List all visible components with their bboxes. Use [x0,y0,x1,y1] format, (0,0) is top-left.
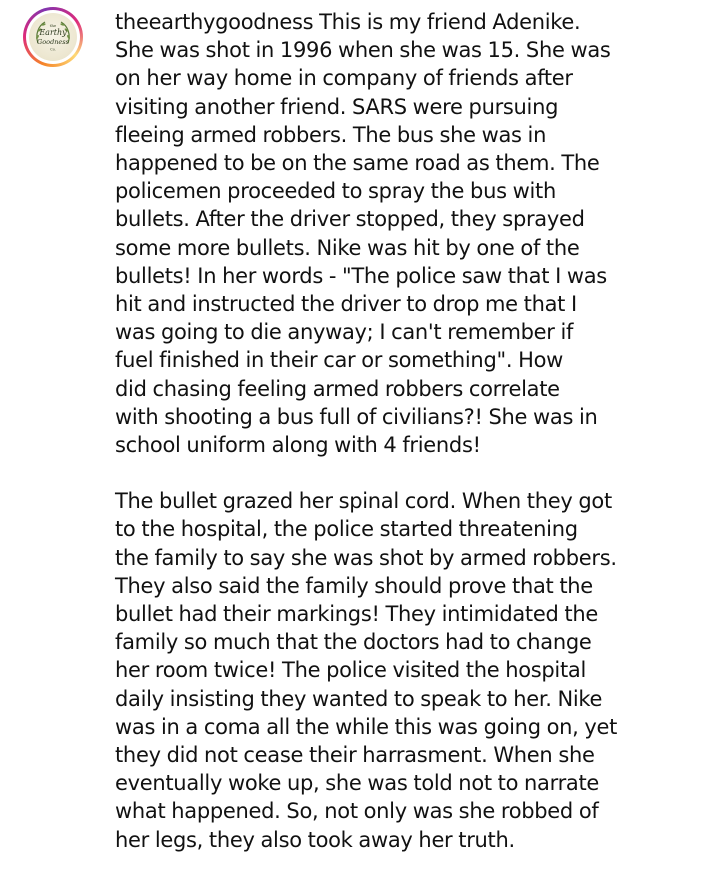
caption-line: her room twice! The police visited the hospital [115,658,586,683]
logo-text-small-bottom: Co. [50,47,56,52]
caption-line-text: This is my friend Adenike. [313,10,581,34]
caption-line: was in a coma all the while this was going on, yet [115,714,618,739]
avatar-border [26,10,80,64]
story-ring[interactable] [23,7,83,67]
caption-line: with shooting a bus full of civilians?! She was in [115,404,598,429]
caption-line: policemen proceeded to spray the bus with [115,179,556,204]
caption-line: They also said the family should prove that the [115,573,593,598]
caption-paragraph-1 [115,8,675,459]
logo-text-small-top: the [49,23,57,28]
caption-line: fuel finished in their car or something". How [115,348,563,373]
caption-line: some more bullets. Nike was hit by one of the [115,235,580,260]
caption-line: did chasing feeling armed robbers correlate [115,376,560,401]
caption-line: bullet had their markings! They intimidated the [115,602,598,627]
caption-line: the family to say she was shot by armed robbers. [115,545,617,570]
caption-line [115,8,675,36]
caption-line: eventually woke up, she was told not to narrate [115,771,600,796]
logo-text-line2: Goodness [37,38,69,46]
caption-line: family so much that the doctors had to change [115,630,592,655]
caption-line: bullets! In her words - "The police saw that I was [115,263,607,288]
caption-line: happened to be on the same road as them. The [115,151,600,176]
caption-line: daily insisting they wanted to speak to her. Nike [115,686,603,711]
caption-line: fleeing armed robbers. The bus she was in [115,122,547,147]
caption-text [115,8,675,854]
caption-line: her legs, they also took away her truth. [115,827,515,852]
avatar[interactable] [29,13,77,61]
caption-line: bullets. After the driver stopped, they sprayed [115,207,585,232]
caption-paragraph-2 [115,487,675,854]
caption-line: was going to die anyway; I can't remember if [115,320,574,345]
username-link[interactable]: theearthygoodness [115,10,314,34]
logo-text-line1: Earthy [39,28,67,37]
brand-logo-icon [29,13,77,61]
caption-line: what happened. So, not only was she robbed of [115,799,599,824]
caption-line: they did not cease their harrasment. When she [115,743,595,768]
caption-line: The bullet grazed her spinal cord. When they got [115,489,612,514]
caption-line: visiting another friend. SARS were pursuing [115,94,559,119]
caption-line: to the hospital, the police started threatening [115,517,578,542]
caption-line: She was shot in 1996 when she was 15. She was [115,38,611,63]
caption-line: on her way home in company of friends after [115,66,573,91]
caption-line: school uniform along with 4 friends! [115,433,481,458]
caption-line: hit and instructed the driver to drop me that I [115,292,577,317]
